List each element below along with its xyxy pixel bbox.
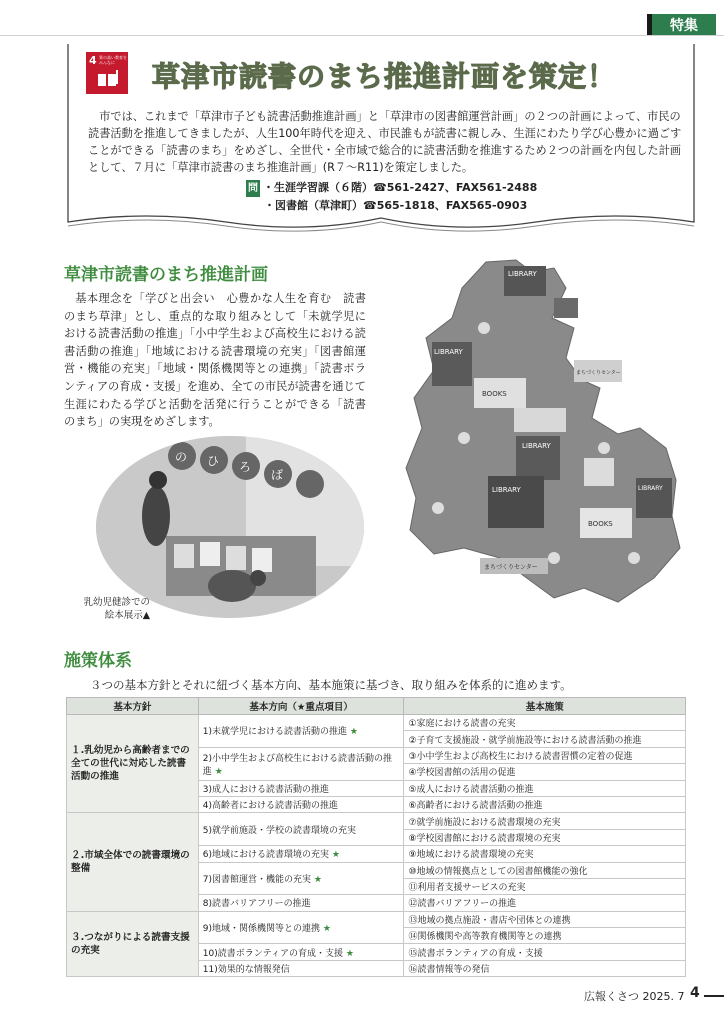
direction-4: 4)高齢者における読書活動の推進 xyxy=(198,796,404,812)
direction-10: 10)読書ボランティアの育成・支援 ★ xyxy=(198,944,404,960)
measure-5: ⑤成人における読書活動の推進 xyxy=(404,780,686,796)
direction-7: 7)図書館運営・機能の充実 ★ xyxy=(198,862,404,895)
header-rule xyxy=(0,35,724,36)
table-row xyxy=(67,715,686,731)
system-lead: ３つの基本方針とそれに紐づく基本方向、基本施策に基づき、取り組みを体系的に進めます。 xyxy=(90,678,572,692)
city-map-illustration xyxy=(404,258,682,604)
measure-7: ⑦就学前施設における読書環境の充実 xyxy=(404,813,686,829)
measure-2: ②子育て支援施設・就学前施設等における読書活動の推進 xyxy=(404,731,686,747)
priority-star-icon: ★ xyxy=(345,948,354,959)
map-label-library-2: LIBRARY xyxy=(434,348,463,356)
policy-1: １.乳幼児から高齢者までの全ての世代に対応した読書活動の推進 xyxy=(67,715,199,813)
map-label-books-1: BOOKS xyxy=(482,390,507,398)
measure-1: ①家庭における読書の充実 xyxy=(404,715,686,731)
photo-caption: 乳幼児健診での 絵本展示▲ xyxy=(83,597,150,621)
contact-info: 問 ・生涯学習課（６階）☎561-2427、FAX561-2488 ・図書館（草津町）☎565-1818、FAX565-0903 xyxy=(248,181,538,212)
photo-sign-char-2: ひ xyxy=(207,454,220,468)
measure-11: ⑪利用者支援サービスの充実 xyxy=(404,878,686,894)
map-label-library-5: LIBRARY xyxy=(638,485,663,492)
sdg-goal-4-icon: 4 質の高い教育をみんなに xyxy=(86,52,128,94)
map-label-library-1: LIBRARY xyxy=(508,270,537,278)
measure-6: ⑥高齢者における読書活動の推進 xyxy=(404,796,686,812)
system-heading: 施策体系 xyxy=(64,651,132,671)
map-label-center-1: まちづくりセンター xyxy=(484,564,538,571)
contact-badge: 問 xyxy=(246,180,260,197)
photo-sign-char-4: ば xyxy=(271,468,284,482)
direction-8: 8)読書バリアフリーの推進 xyxy=(198,895,404,911)
measure-13: ⑬地域の拠点施設・書店や団体との連携 xyxy=(404,911,686,927)
table-row xyxy=(67,911,686,927)
col-measure-header: 基本施策 xyxy=(404,698,686,715)
map-label-center-2: まちづくりセンター xyxy=(576,370,621,376)
measure-3: ③小中学生および高校生における読書習慣の定着の促進 xyxy=(404,747,686,763)
priority-star-icon: ★ xyxy=(322,924,331,935)
picture-book-exhibit-photo xyxy=(96,436,364,618)
col-direction-header: 基本方向（★重点項目） xyxy=(198,698,404,715)
measure-12: ⑫読書バリアフリーの推進 xyxy=(404,895,686,911)
notice-paragraph: 市では、これまで「草津市子ども読書活動推進計画」と「草津市の図書館運営計画」の２つの計画によって、市民の読書活動を推進してきましたが、人生100年時代を迎え、市民誰もが読書に親しみ、生涯にわたり学び心豊かに過ごすことができる「読書のまち」をめざし、全世代・全市域で総合的に読書活動を推進するため２つの計画を内包した計画として、７月に「草津市読書のまち推進計画」(R７～R11)を策定しました。 xyxy=(88,110,682,174)
measure-8: ⑧学校図書館における読書環境の充実 xyxy=(404,829,686,845)
policy-table xyxy=(66,697,686,977)
plan-heading: 草津市読書のまち推進計画 xyxy=(64,265,268,285)
notice-title: 草津市読書のまち推進計画を策定！ xyxy=(152,60,617,93)
policy-3: ３.つながりによる読書支援の充実 xyxy=(67,911,199,977)
plan-body: 基本理念を「学びと出会い 心豊かな人生を育む 読書のまち草津」とし、重点的な取り組みとして「未就学児における読書活動の推進」「小中学生および高校生における読書活動の推進」「地域における読書環境の充実」「図書館運営・機能の充実」「地域・関係機関等との連携」「読書ボランティアの育成・支援」を進め、全ての市民が読書を通じて生涯にわたる学びと活動を活発に行うことができる「読書のまち」の実現をめざします。 xyxy=(64,292,366,429)
direction-9: 9)地域・関係機関等との連携 ★ xyxy=(198,911,404,944)
photo-sign-char-3: ろ xyxy=(239,460,252,474)
measure-14: ⑭関係機関や高等教育機関等との連携 xyxy=(404,928,686,944)
map-label-library-4: LIBRARY xyxy=(492,486,521,494)
measure-4: ④学校図書館の活用の促進 xyxy=(404,764,686,780)
map-label-library-3: LIBRARY xyxy=(522,442,551,450)
table-row xyxy=(67,813,686,829)
direction-3: 3)成人における読書活動の推進 xyxy=(198,780,404,796)
measure-15: ⑮読書ボランティアの育成・支援 xyxy=(404,944,686,960)
priority-star-icon: ★ xyxy=(349,727,358,738)
page-number-rule xyxy=(704,995,724,997)
priority-star-icon: ★ xyxy=(214,766,223,777)
photo-sign-char-1: の xyxy=(175,450,188,464)
measure-10: ⑩地域の情報拠点としての図書館機能の強化 xyxy=(404,862,686,878)
map-label-books-2: BOOKS xyxy=(588,520,613,528)
page-number: 4 xyxy=(690,985,700,1001)
publication-name: 広報くさつ 2025. 7 xyxy=(584,990,685,1003)
direction-5: 5)就学前施設・学校の読書環境の充実 xyxy=(198,813,404,846)
table-header-row xyxy=(67,698,686,715)
direction-1: 1)未就学児における読書活動の推進 ★ xyxy=(198,715,404,748)
measure-16: ⑯読書情報等の発信 xyxy=(404,960,686,976)
col-policy-header: 基本方針 xyxy=(67,698,199,715)
direction-2: 2)小中学生および高校生における読書活動の推進 ★ xyxy=(198,747,404,780)
direction-6: 6)地域における読書環境の充実 ★ xyxy=(198,846,404,862)
policy-2: ２.市域全体での読書環境の整備 xyxy=(67,813,199,911)
measure-9: ⑨地域における読書環境の充実 xyxy=(404,846,686,862)
priority-star-icon: ★ xyxy=(313,874,322,885)
priority-star-icon: ★ xyxy=(331,850,340,861)
direction-11: 11)効果的な情報発信 xyxy=(198,960,404,976)
section-tag: 特集 xyxy=(647,14,716,36)
